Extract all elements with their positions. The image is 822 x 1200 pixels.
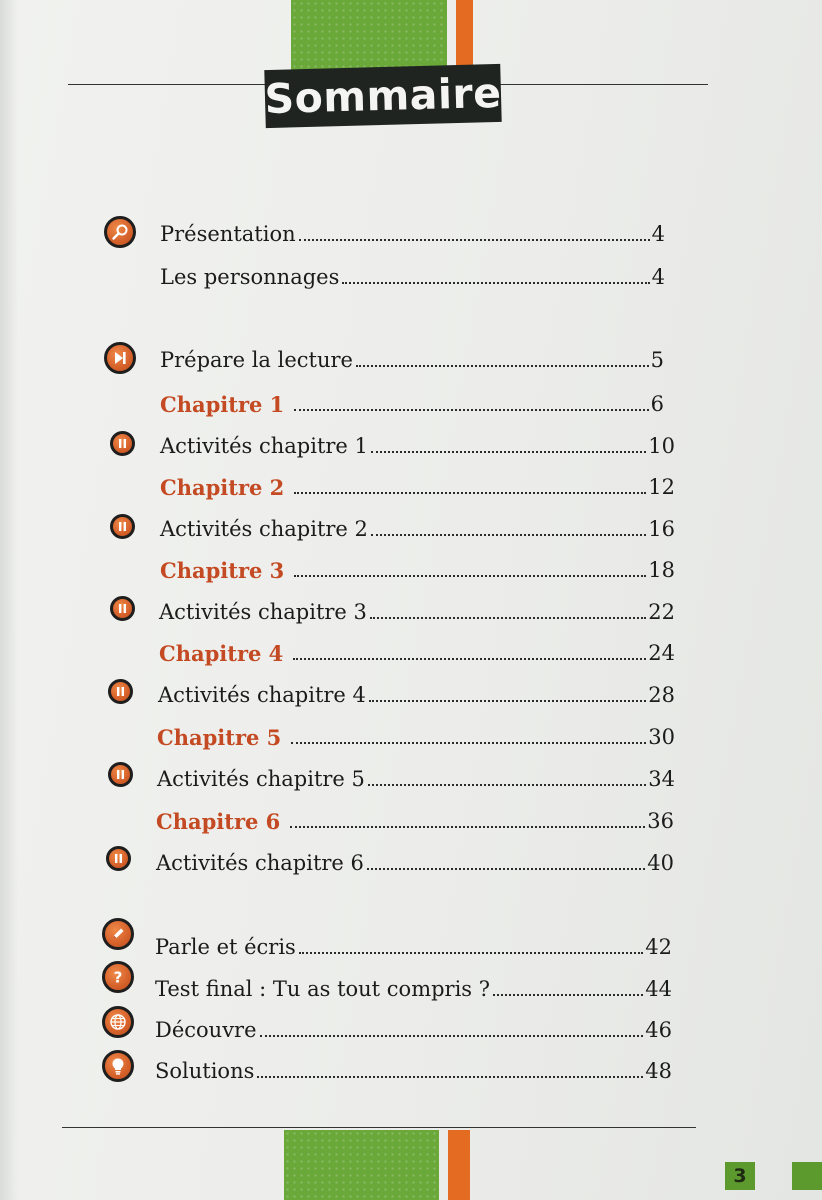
toc-entry-page: 34 xyxy=(648,767,675,791)
toc-entry-label: Les personnages xyxy=(160,265,340,289)
page-edge-shadow xyxy=(0,0,18,1200)
dot-leader xyxy=(294,492,646,494)
toc-entry-label: Activités chapitre 3 xyxy=(159,600,367,624)
toc-entry-label: Présentation xyxy=(160,222,296,246)
toc-chapter-label: Chapitre 4 xyxy=(159,641,284,666)
dot-leader xyxy=(493,994,643,996)
toc-chapter-entry[interactable] xyxy=(160,468,675,498)
toc-entry-page: 4 xyxy=(651,222,665,246)
toc-chapter-label: Chapitre 3 xyxy=(160,558,285,583)
dot-leader xyxy=(257,1076,643,1078)
dot-leader xyxy=(299,239,650,241)
toc-entry[interactable] xyxy=(160,258,665,288)
pencil-icon xyxy=(102,918,134,950)
dot-leader xyxy=(260,1035,644,1037)
pause-icon xyxy=(108,679,133,704)
pause-icon xyxy=(106,846,131,871)
toc-entry[interactable] xyxy=(155,1052,672,1082)
toc-entry[interactable] xyxy=(160,510,675,540)
toc-entry-page: 4 xyxy=(651,265,665,289)
pause-icon xyxy=(110,431,135,456)
dot-leader xyxy=(370,617,646,619)
bottom-green-band xyxy=(284,1130,439,1200)
toc-entry-label: Activités chapitre 1 xyxy=(160,434,368,458)
toc-chapter-entry[interactable] xyxy=(159,634,675,664)
toc-entry-label: Activités chapitre 5 xyxy=(157,767,365,791)
top-orange-band xyxy=(456,0,473,70)
dot-leader xyxy=(369,700,646,702)
toc-entry-page: 22 xyxy=(648,600,675,624)
page-number-tab xyxy=(792,1162,822,1190)
toc-entry-page: 5 xyxy=(650,348,664,372)
lightbulb-icon xyxy=(102,1050,134,1082)
toc-entry-page: 6 xyxy=(650,392,664,416)
pause-icon xyxy=(110,596,135,621)
toc-chapter-entry[interactable] xyxy=(156,802,674,832)
toc-entry[interactable] xyxy=(155,928,672,958)
question-icon xyxy=(102,961,134,993)
dot-leader xyxy=(367,868,645,870)
pause-icon xyxy=(108,762,133,787)
toc-entry-label: Activités chapitre 6 xyxy=(156,851,364,875)
toc-entry-page: 42 xyxy=(645,935,672,959)
toc-entry[interactable] xyxy=(160,215,665,245)
title-banner xyxy=(264,64,501,128)
toc-entry-page: 36 xyxy=(647,809,674,833)
dot-leader xyxy=(294,409,648,411)
play-next-icon xyxy=(104,342,136,374)
dot-leader xyxy=(371,451,646,453)
toc-chapter-entry[interactable] xyxy=(160,551,675,581)
toc-entry[interactable] xyxy=(156,844,674,874)
dot-leader xyxy=(293,658,646,660)
page-number-text: 3 xyxy=(733,1165,747,1187)
toc-entry-page: 16 xyxy=(648,517,675,541)
toc-entry-page: 48 xyxy=(645,1059,672,1083)
toc-entry[interactable] xyxy=(155,970,672,1000)
toc-entry-label: Test final : Tu as tout compris ? xyxy=(155,977,491,1001)
toc-entry-page: 12 xyxy=(648,475,675,499)
dot-leader xyxy=(291,742,646,744)
toc-entry-page: 44 xyxy=(645,977,672,1001)
toc-chapter-entry[interactable] xyxy=(157,718,675,748)
toc-entry-page: 40 xyxy=(647,851,674,875)
toc-entry[interactable] xyxy=(159,593,675,623)
dot-leader xyxy=(368,784,646,786)
dot-leader xyxy=(371,534,646,536)
toc-entry-page: 18 xyxy=(648,558,675,582)
toc-entry[interactable] xyxy=(160,427,675,457)
toc-entry-page: 28 xyxy=(648,683,675,707)
page-title: Sommaire xyxy=(263,68,503,124)
toc-chapter-label: Chapitre 5 xyxy=(157,725,282,750)
toc-chapter-label: Chapitre 6 xyxy=(156,809,281,834)
toc-entry-label: Découvre xyxy=(155,1018,257,1042)
magnifier-icon xyxy=(104,216,136,248)
bottom-orange-band xyxy=(448,1130,470,1200)
dot-leader xyxy=(290,826,645,828)
toc-entry-label: Parle et écris xyxy=(155,935,296,959)
dot-leader xyxy=(356,365,649,367)
toc-entry-label: Prépare la lecture xyxy=(160,348,353,372)
toc-entry[interactable] xyxy=(155,1011,672,1041)
toc-entry[interactable] xyxy=(158,676,675,706)
toc-entry[interactable] xyxy=(160,341,664,371)
toc-entry-page: 46 xyxy=(645,1018,672,1042)
dot-leader xyxy=(299,952,643,954)
pause-icon xyxy=(110,514,135,539)
toc-entry-page: 24 xyxy=(648,641,675,665)
toc-entry-page: 30 xyxy=(648,725,675,749)
toc-chapter-label: Chapitre 1 xyxy=(160,392,285,417)
globe-icon xyxy=(102,1006,134,1038)
toc-chapter-label: Chapitre 2 xyxy=(160,475,285,500)
dot-leader xyxy=(342,282,649,284)
dot-leader xyxy=(294,575,646,577)
bottom-rule xyxy=(62,1127,696,1128)
top-green-band xyxy=(291,0,447,70)
toc-entry[interactable] xyxy=(157,760,675,790)
toc-entry-label: Activités chapitre 2 xyxy=(160,517,368,541)
toc-chapter-entry[interactable] xyxy=(160,385,664,415)
toc-entry-page: 10 xyxy=(648,434,675,458)
svg-text:?: ? xyxy=(113,968,123,986)
page-number xyxy=(725,1162,755,1190)
toc-entry-label: Activités chapitre 4 xyxy=(158,683,366,707)
toc-entry-label: Solutions xyxy=(155,1059,255,1083)
